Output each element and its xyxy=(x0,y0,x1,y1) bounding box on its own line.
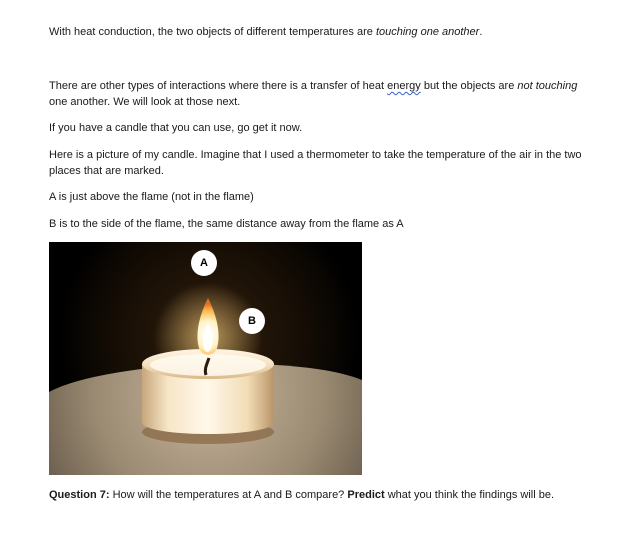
paragraph-conduction-text: With heat conduction, the two objects of different temperatures are xyxy=(49,26,376,38)
marker-b: B xyxy=(239,308,265,334)
paragraph-conduction: With heat conduction, the two objects of different temperatures are touching one another. xyxy=(49,26,483,38)
paragraph-other-interactions: There are other types of interactions where there is a transfer of heat energy but the objects are not touching one another. We will look at those next. xyxy=(49,80,578,108)
paragraph-point-b: B is to the side of the flame, the same distance away from the flame as A xyxy=(49,218,404,230)
spellcheck-word[interactable]: energy xyxy=(387,80,421,92)
question-label: Question 7: xyxy=(49,489,110,501)
predict-emphasis: Predict xyxy=(347,489,385,501)
question-7: Question 7: How will the temperatures at A and B compare? Predict what you think the findings will be. xyxy=(49,489,555,501)
paragraph-point-a: A is just above the flame (not in the flame) xyxy=(49,191,254,203)
candle-photo xyxy=(49,242,362,475)
emphasis-touching: touching one another xyxy=(375,26,480,38)
emphasis-not-touching: not touching xyxy=(517,80,578,92)
candle-illustration xyxy=(49,242,362,475)
marker-a: A xyxy=(191,250,217,276)
paragraph-picture-intro: Here is a picture of my candle. Imagine that I used a thermometer to take the temperature of the air in the two places that are marked. xyxy=(49,149,582,177)
paragraph-get-candle: If you have a candle that you can use, go get it now. xyxy=(49,122,303,134)
